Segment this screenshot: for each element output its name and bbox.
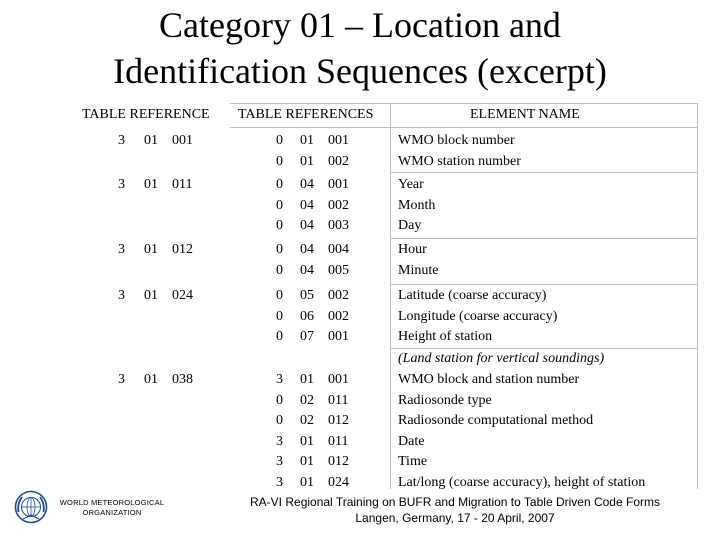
element-f: 3	[276, 454, 283, 469]
element-f: 0	[276, 218, 283, 233]
sequence-x: 01	[144, 242, 158, 257]
sequence-f: 3	[118, 288, 125, 303]
sequence-x: 01	[144, 372, 158, 387]
element-y: 001	[328, 133, 349, 148]
element-name: Date	[398, 433, 425, 449]
page-title-line-2: Identification Sequences (excerpt)	[113, 51, 607, 91]
element-name: WMO block and station number	[398, 372, 580, 387]
wmo-emblem-icon	[14, 490, 48, 524]
element-name: Day	[398, 218, 422, 233]
element-f: 0	[276, 413, 283, 428]
sequence-y: 012	[172, 242, 193, 257]
element-name: Year	[398, 177, 424, 192]
sequence-f: 3	[118, 242, 125, 257]
element-y: 024	[328, 474, 349, 490]
element-y: 012	[328, 454, 349, 469]
element-x: 04	[300, 197, 314, 213]
sequence-y: 038	[172, 372, 193, 387]
element-y: 011	[328, 392, 349, 408]
row-divider	[390, 238, 698, 239]
element-name: WMO station number	[398, 153, 521, 169]
organization-name	[56, 498, 168, 518]
element-x: 06	[300, 308, 314, 324]
element-x: 05	[300, 288, 314, 303]
sequence-y: 024	[172, 288, 193, 303]
row-divider	[390, 284, 698, 285]
element-name: Longitude (coarse accuracy)	[398, 308, 558, 324]
element-f: 0	[276, 329, 283, 344]
column-header-table-reference: TABLE REFERENCE	[82, 107, 210, 122]
sequence-x: 01	[144, 133, 158, 148]
element-x: 01	[300, 372, 314, 387]
organization-name-line-1: WORLD METEOROLOGICAL	[59, 498, 165, 507]
element-x: 02	[300, 413, 314, 428]
element-name: Hour	[398, 242, 427, 257]
element-y: 002	[328, 308, 349, 324]
sequence-y: 011	[172, 177, 193, 192]
element-x: 02	[300, 392, 314, 408]
element-f: 3	[276, 372, 283, 387]
sequence-y: 001	[172, 133, 193, 148]
element-y: 002	[328, 153, 349, 169]
element-name: Latitude (coarse accuracy)	[398, 288, 547, 303]
element-f: 0	[276, 197, 283, 213]
element-f: 0	[276, 308, 283, 324]
organization-name-line-2: ORGANIZATION	[82, 508, 142, 517]
element-name: Minute	[398, 262, 439, 278]
element-y: 012	[328, 413, 349, 428]
element-name: Month	[398, 197, 436, 213]
column-header-table-references: TABLE REFERENCES	[238, 107, 374, 122]
footer-event-location-date: Langen, Germany, 17 - 20 April, 2007	[355, 511, 555, 525]
element-x: 01	[300, 153, 314, 169]
element-x: 04	[300, 242, 314, 257]
element-f: 0	[276, 242, 283, 257]
row-divider	[390, 172, 698, 173]
element-name: Time	[398, 454, 428, 469]
sequence-note: (Land station for vertical soundings)	[398, 351, 605, 366]
element-x: 01	[300, 454, 314, 469]
element-y: 001	[328, 329, 349, 344]
element-name: Lat/long (coarse accuracy), height of station	[398, 474, 646, 490]
element-x: 01	[300, 474, 314, 490]
element-f: 3	[276, 474, 283, 490]
element-f: 0	[276, 177, 283, 192]
column-header-element-name: ELEMENT NAME	[470, 107, 580, 122]
sequence-f: 3	[118, 133, 125, 148]
sequence-x: 01	[144, 288, 158, 303]
element-f: 3	[276, 433, 283, 449]
element-x: 01	[300, 433, 314, 449]
table-right-border	[697, 103, 698, 489]
element-y: 001	[328, 177, 349, 192]
sequence-x: 01	[144, 177, 158, 192]
element-f: 0	[276, 262, 283, 278]
column-divider	[390, 103, 391, 489]
element-x: 01	[300, 133, 314, 148]
element-x: 04	[300, 262, 314, 278]
element-x: 04	[300, 218, 314, 233]
element-name: Radiosonde computational method	[398, 413, 594, 428]
element-f: 0	[276, 392, 283, 408]
element-f: 0	[276, 153, 283, 169]
element-x: 04	[300, 177, 314, 192]
table-header-bottom-border	[230, 127, 698, 128]
element-y: 002	[328, 288, 349, 303]
element-name: Height of station	[398, 329, 493, 344]
page-title-line-1: Category 01 – Location and	[159, 5, 561, 45]
footer-event-title: RA-VI Regional Training on BUFR and Migration to Table Driven Code Forms	[250, 495, 660, 509]
element-y: 004	[328, 242, 349, 257]
element-f: 0	[276, 288, 283, 303]
sequence-f: 3	[118, 372, 125, 387]
element-y: 001	[328, 372, 349, 387]
element-f: 0	[276, 133, 283, 148]
element-name: Radiosonde type	[398, 392, 492, 408]
element-name: WMO block number	[398, 133, 515, 148]
element-y: 003	[328, 218, 349, 233]
element-y: 011	[328, 433, 349, 449]
element-y: 005	[328, 262, 349, 278]
sequence-f: 3	[118, 177, 125, 192]
element-x: 07	[300, 329, 314, 344]
element-y: 002	[328, 197, 349, 213]
